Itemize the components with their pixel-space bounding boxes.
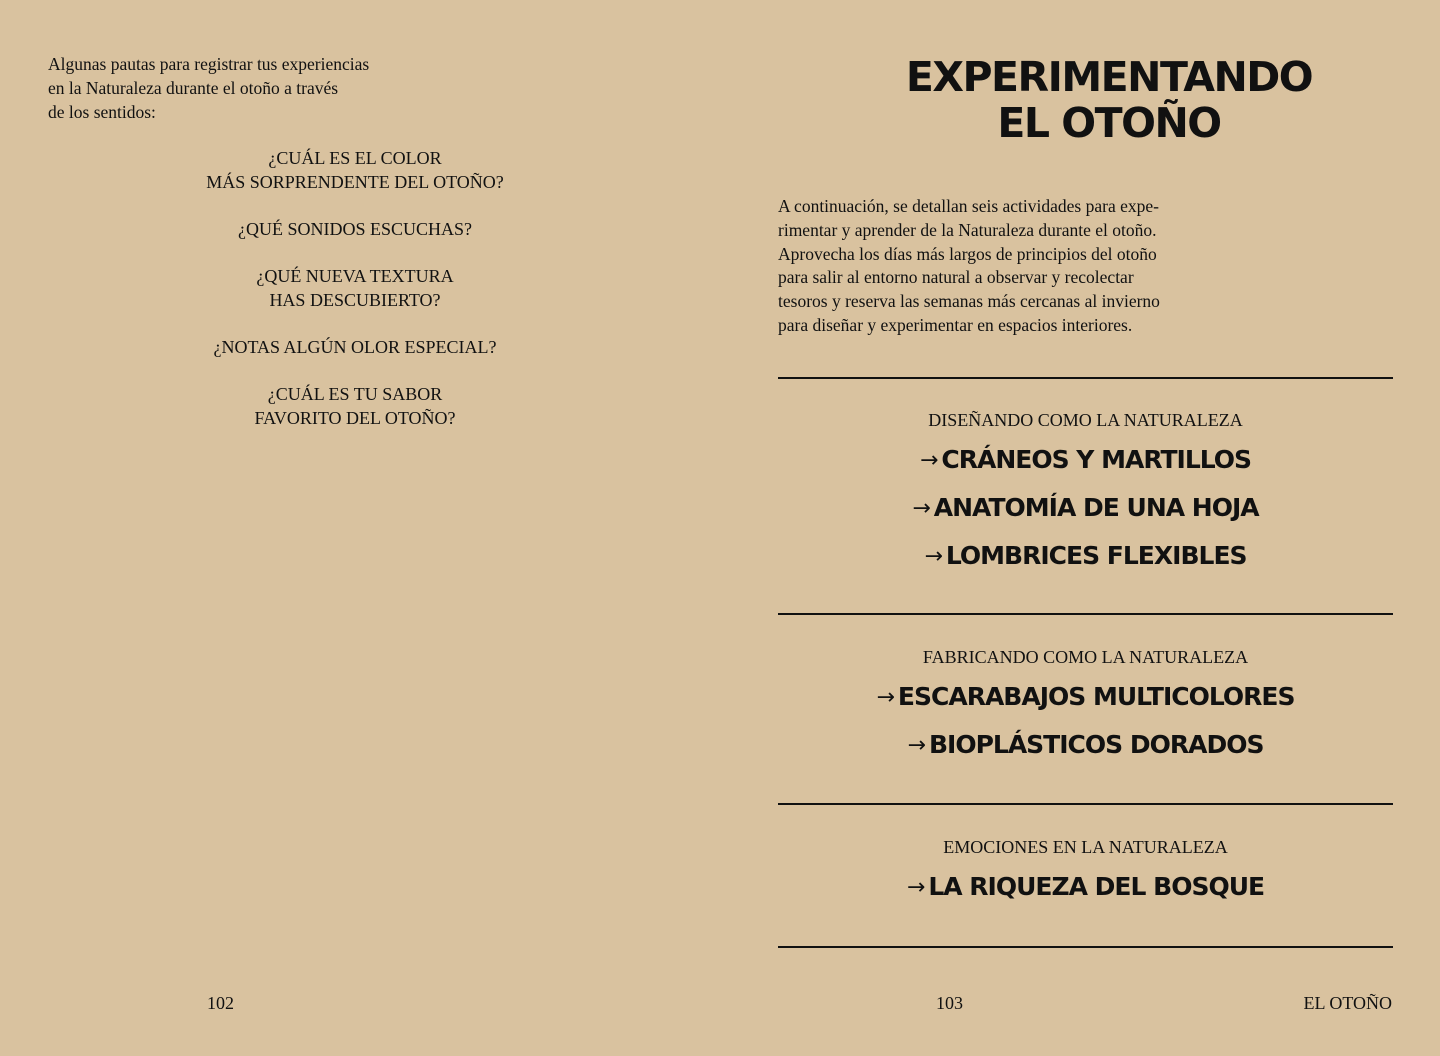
arrow-right-icon: → xyxy=(919,448,939,473)
sense-questions xyxy=(120,146,590,453)
intro-text xyxy=(48,52,448,124)
title-line: EL OTOÑO xyxy=(997,99,1221,147)
arrow-right-icon: → xyxy=(912,496,931,521)
arrow-right-icon: → xyxy=(924,544,943,569)
activity-link-escarabajos[interactable] xyxy=(778,682,1393,713)
question-smell: ¿NOTAS ALGÚN OLOR ESPECIAL? xyxy=(213,337,497,357)
paragraph-line: tesoros y reserva las semanas más cercanas al invierno xyxy=(778,291,1160,312)
section-designing xyxy=(778,408,1393,589)
arrow-right-icon: → xyxy=(906,875,926,900)
activity-link-anatomia[interactable] xyxy=(778,493,1393,524)
activity-link-lombrices[interactable] xyxy=(778,541,1393,572)
activity-label: BIOPLÁSTICOS DORADOS xyxy=(928,730,1264,759)
question-color: ¿CUÁL ES EL COLOR MÁS SORPRENDENTE DEL OTOÑO? xyxy=(206,148,504,192)
intro-line: Algunas pautas para registrar tus experiencias xyxy=(48,54,370,74)
activity-link-bioplasticos[interactable] xyxy=(778,730,1393,761)
paragraph-line: Aprovecha los días más largos de principios del otoño xyxy=(778,243,1157,264)
intro-paragraph xyxy=(778,195,1248,338)
divider-rule xyxy=(778,803,1393,805)
section-label: EMOCIONES EN LA NATURALEZA xyxy=(943,837,1228,857)
intro-line: en la Naturaleza durante el otoño a través xyxy=(48,78,339,98)
question-taste: ¿CUÁL ES TU SABOR FAVORITO DEL OTOÑO? xyxy=(254,384,456,428)
right-page xyxy=(720,0,1440,1056)
activity-label: CRÁNEOS Y MARTILLOS xyxy=(941,445,1252,474)
activity-link-craneos[interactable] xyxy=(778,445,1393,476)
divider-rule xyxy=(778,946,1393,948)
activity-label: ANATOMÍA DE UNA HOJA xyxy=(933,493,1259,522)
page-number-right: 103 xyxy=(936,993,963,1013)
activity-label: LA RIQUEZA DEL BOSQUE xyxy=(928,872,1265,901)
arrow-right-icon: → xyxy=(876,685,895,710)
arrow-right-icon: → xyxy=(907,733,926,758)
paragraph-line: para salir al entorno natural a observar y recolectar xyxy=(778,267,1134,288)
divider-rule xyxy=(778,613,1393,615)
activity-label: ESCARABAJOS MULTICOLORES xyxy=(897,682,1295,711)
page-title xyxy=(778,54,1440,146)
activity-label: LOMBRICES FLEXIBLES xyxy=(945,541,1247,570)
paragraph-line: para diseñar y experimentar en espacios interiores. xyxy=(778,314,1133,335)
question-texture: ¿QUÉ NUEVA TEXTURA HAS DESCUBIERTO? xyxy=(256,266,454,310)
title-line: EXPERIMENTANDO xyxy=(905,53,1313,101)
section-making xyxy=(778,645,1393,778)
paragraph-line: rimentar y aprender de la Naturaleza durante el otoño. xyxy=(778,219,1157,240)
paragraph-line: A continuación, se detallan seis actividades para expe- xyxy=(778,196,1159,216)
running-head: EL OTOÑO xyxy=(1303,993,1392,1013)
section-label: FABRICANDO COMO LA NATURALEZA xyxy=(922,647,1249,667)
intro-line: de los sentidos: xyxy=(48,102,156,122)
activity-link-riqueza[interactable] xyxy=(778,872,1393,903)
question-sounds: ¿QUÉ SONIDOS ESCUCHAS? xyxy=(237,219,472,239)
page-number-left: 102 xyxy=(207,993,234,1013)
divider-rule xyxy=(778,377,1393,379)
section-emotions xyxy=(778,835,1393,920)
section-label: DISEÑANDO COMO LA NATURALEZA xyxy=(928,410,1243,430)
